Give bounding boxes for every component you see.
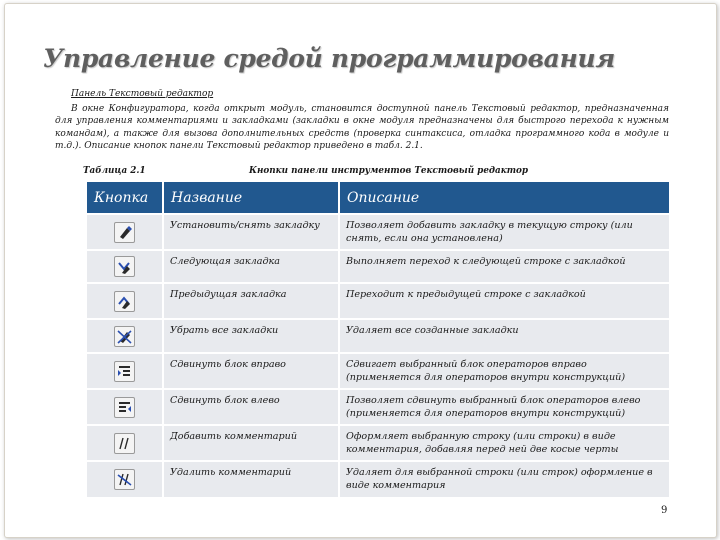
shift-block-left-icon — [114, 397, 135, 418]
add-comment-icon — [114, 433, 135, 454]
row-name: Установить/снять закладку — [163, 214, 339, 250]
row-description: Удаляет все созданные закладки — [339, 319, 669, 353]
set-bookmark-icon — [114, 222, 135, 243]
shift-block-right-icon — [114, 361, 135, 382]
previous-bookmark-icon — [114, 291, 135, 312]
remove-comment-icon — [114, 469, 135, 490]
row-name: Убрать все закладки — [163, 319, 339, 353]
row-description: Оформляет выбранную строку (или строки) в виде комментария, добавляя перед ней две косые черты — [339, 425, 669, 461]
table-row — [87, 425, 669, 461]
row-name: Следующая закладка — [163, 250, 339, 283]
remove-all-bookmarks-icon — [114, 326, 135, 347]
slide — [4, 3, 717, 538]
table-row — [87, 389, 669, 425]
table-row — [87, 353, 669, 389]
body-paragraph: В окне Конфигуратора, когда открыт модуль, становится доступной панель Текстовый редактор, предназначенная для управления комментариями и закладками (закладки в окне модуля предназначены для быстрого перехода к нужным командам), а также для вызова дополнительных средств (проверка синтаксиса, отладка программного кода в модуле и т.д.). Описание кнопок панели Текстовый редактор приведено в табл. 2.1. — [55, 104, 669, 152]
row-name: Предыдущая закладка — [163, 283, 339, 319]
table-header-row — [87, 182, 669, 214]
table-caption — [83, 166, 603, 176]
table-row — [87, 283, 669, 319]
row-description: Сдвигает выбранный блок операторов вправо (применяется для операторов внутри конструкций) — [339, 353, 669, 389]
row-description: Удаляет для выбранной строки (или строк) оформление в виде комментария — [339, 461, 669, 497]
table-number: Таблица 2.1 — [83, 166, 146, 176]
row-description: Позволяет добавить закладку в текущую строку (или снять, если она установлена) — [339, 214, 669, 250]
header-name: Название — [163, 182, 339, 214]
section-heading: Панель Текстовый редактор — [71, 89, 214, 99]
buttons-table — [87, 182, 669, 497]
slide-title: Управление средой программирования — [43, 44, 615, 73]
table-row — [87, 319, 669, 353]
table-caption-text: Кнопки панели инструментов Текстовый редактор — [249, 166, 529, 176]
row-description: Выполняет переход к следующей строке с закладкой — [339, 250, 669, 283]
header-button: Кнопка — [87, 182, 163, 214]
page-number: 9 — [661, 505, 668, 516]
row-name: Удалить комментарий — [163, 461, 339, 497]
table-row — [87, 214, 669, 250]
row-name: Сдвинуть блок вправо — [163, 353, 339, 389]
row-name: Добавить комментарий — [163, 425, 339, 461]
table-row — [87, 250, 669, 283]
row-description: Позволяет сдвинуть выбранный блок операторов влево (применяется для операторов внутри конструкций) — [339, 389, 669, 425]
header-description: Описание — [339, 182, 669, 214]
table-row — [87, 461, 669, 497]
next-bookmark-icon — [114, 256, 135, 277]
row-description: Переходит к предыдущей строке с закладкой — [339, 283, 669, 319]
row-name: Сдвинуть блок влево — [163, 389, 339, 425]
